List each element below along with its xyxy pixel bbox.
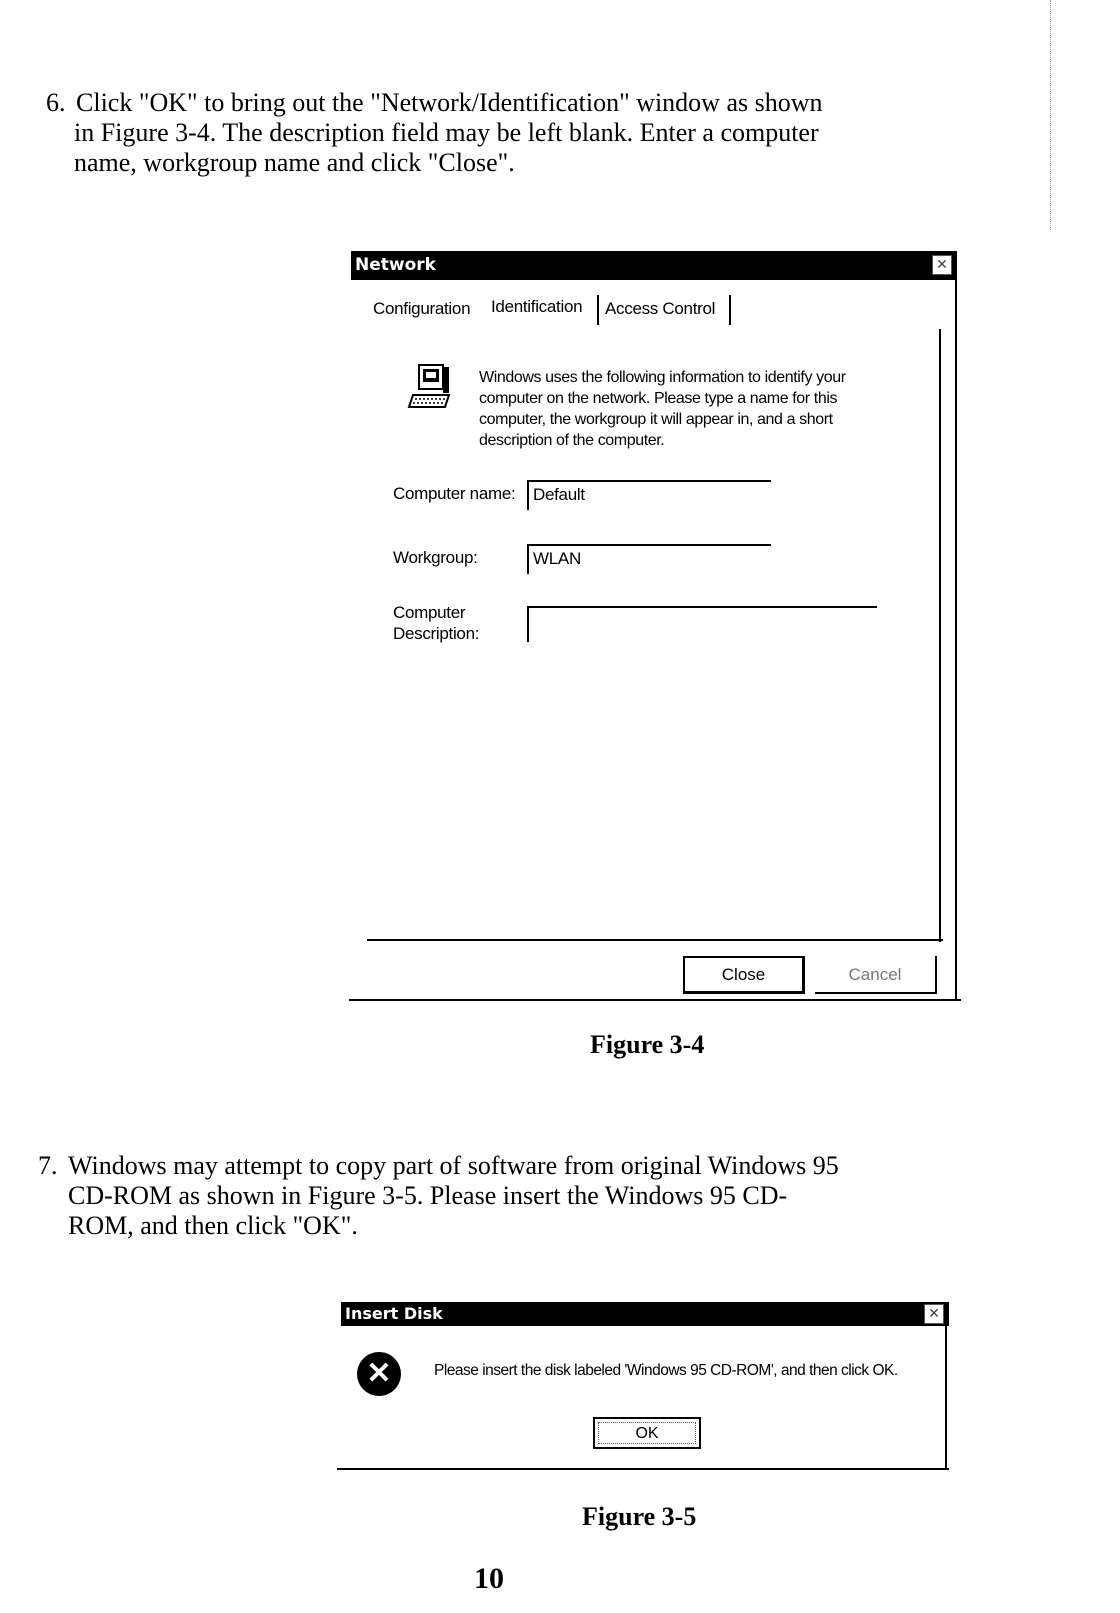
insert-disk-message: Please insert the disk labeled 'Windows 95 CD-ROM', and then click OK.	[434, 1362, 898, 1379]
dialog-border	[955, 251, 957, 1001]
step-number: 6.	[46, 88, 66, 117]
tab-access-control[interactable]: Access Control	[605, 299, 716, 318]
info-line: description of the computer.	[479, 432, 665, 449]
network-dialog	[351, 251, 957, 1006]
description-label	[393, 602, 479, 644]
figure-caption: Figure 3-4	[590, 1030, 705, 1059]
step-line: Click "OK" to bring out the "Network/Identification" window as shown	[76, 88, 823, 117]
computer-icon	[407, 363, 457, 415]
step-7	[38, 1150, 978, 1250]
network-title: Network	[355, 255, 436, 275]
network-title-bar[interactable]	[351, 251, 957, 280]
info-line: computer, the workgroup it will appear in, and a short	[479, 411, 833, 428]
step-line: ROM, and then click "OK".	[68, 1211, 358, 1240]
dialog-border	[349, 999, 961, 1001]
panel-border	[367, 939, 943, 941]
step-line: CD-ROM as shown in Figure 3-5. Please insert the Windows 95 CD-	[68, 1181, 788, 1210]
step-line: name, workgroup name and click "Close".	[74, 148, 515, 177]
tab-divider	[597, 295, 599, 325]
step-number: 7.	[38, 1151, 58, 1180]
computer-name-input[interactable]: Default	[527, 480, 771, 510]
info-line: Windows uses the following information to identify your	[479, 369, 846, 386]
step-line: Windows may attempt to copy part of software from original Windows 95	[68, 1151, 839, 1180]
description-label-line: Description:	[393, 624, 480, 643]
step-6	[46, 87, 946, 187]
page-number: 10	[474, 1562, 504, 1595]
insert-disk-title-bar[interactable]	[341, 1302, 949, 1326]
tab-divider	[729, 295, 731, 325]
close-icon[interactable]: ✕	[924, 1304, 944, 1324]
panel-border	[939, 329, 941, 942]
ok-button[interactable]	[593, 1417, 701, 1449]
page-edge-line	[1050, 0, 1051, 230]
tab-identification[interactable]: Identification	[491, 297, 583, 316]
ok-button-label: OK	[598, 1422, 696, 1444]
cancel-button[interactable]: Cancel	[815, 956, 937, 994]
insert-disk-dialog	[341, 1302, 949, 1474]
dialog-border	[337, 1468, 949, 1470]
info-line: computer on the network. Please type a name for this	[479, 390, 838, 407]
error-icon: ✕	[357, 1352, 401, 1396]
close-button[interactable]: Close	[683, 956, 805, 994]
computer-name-label: Computer name:	[393, 484, 516, 503]
tab-configuration[interactable]: Configuration	[373, 299, 471, 318]
dialog-border	[945, 1302, 947, 1470]
description-label-line: Computer	[393, 603, 466, 622]
figure-caption: Figure 3-5	[582, 1502, 697, 1531]
step-line: in Figure 3-4. The description field may be left blank. Enter a computer	[74, 118, 819, 147]
close-icon[interactable]: ✕	[932, 255, 952, 275]
identification-info	[479, 367, 919, 451]
description-input[interactable]	[527, 606, 877, 642]
workgroup-input[interactable]: WLAN	[527, 544, 771, 574]
insert-disk-title: Insert Disk	[345, 1304, 443, 1323]
workgroup-label: Workgroup:	[393, 548, 478, 567]
